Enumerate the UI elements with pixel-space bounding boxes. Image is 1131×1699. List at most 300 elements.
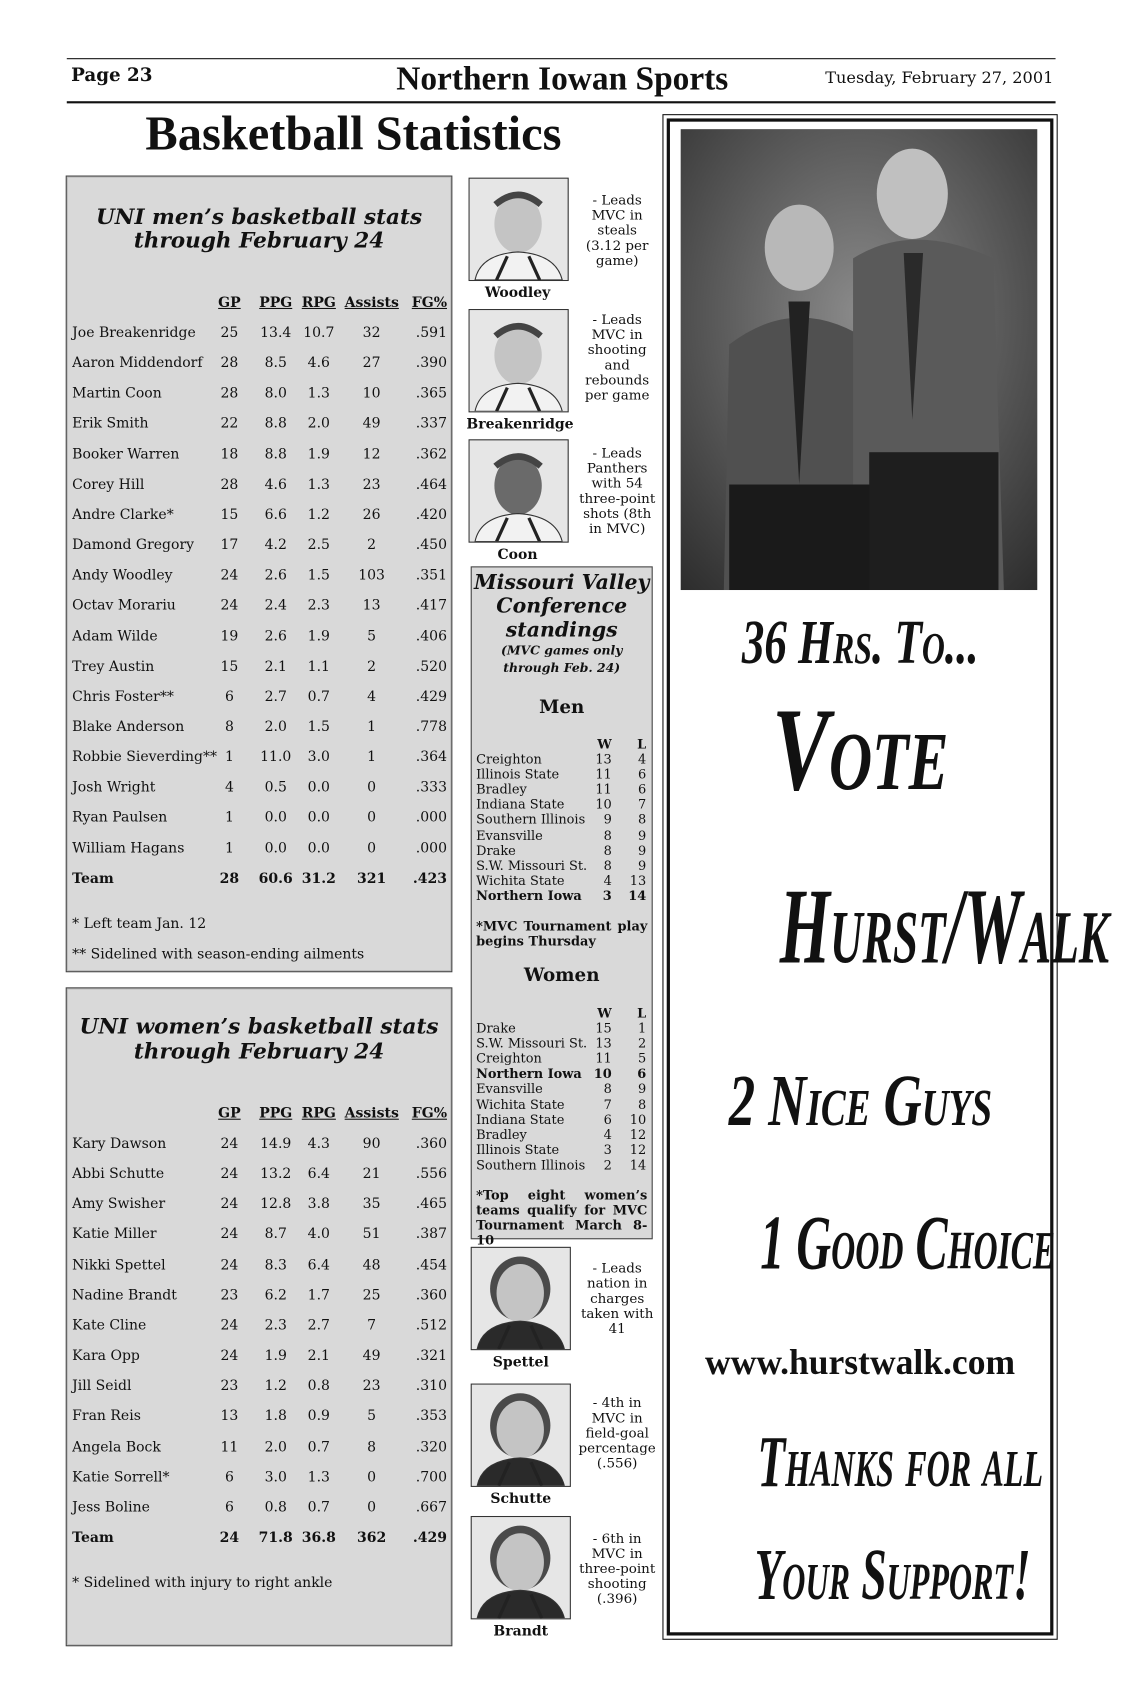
- standings-row: [476, 1021, 647, 1036]
- games-played: 24: [220, 567, 239, 584]
- rebounds-per-game: 1.9: [307, 446, 330, 463]
- ad-photo: [681, 129, 1038, 590]
- field-goal-pct: .390: [415, 355, 447, 372]
- standings-row: [476, 797, 647, 812]
- field-goal-pct: .387: [415, 1226, 447, 1243]
- player-note: - Leads nation in charges taken with 41: [580, 1259, 654, 1337]
- team-name: S.W. Missouri St.: [476, 857, 588, 873]
- ad-line-candidates: [670, 865, 1110, 989]
- points-per-game: 6.6: [264, 507, 287, 524]
- field-goal-pct: .417: [415, 597, 447, 615]
- rebounds-per-game: 1.1: [307, 658, 330, 675]
- games-played: 24: [220, 597, 239, 615]
- team-name: Illinois State: [476, 766, 560, 782]
- table-row: [67, 446, 452, 468]
- ad-line-vote: [670, 682, 1050, 819]
- player-name: Katie Miller: [72, 1226, 157, 1243]
- standings-row: [476, 1112, 647, 1127]
- losses: 7: [638, 797, 647, 813]
- points-per-game: 8.7: [264, 1226, 287, 1243]
- points-per-game: 0.8: [264, 1499, 287, 1516]
- standings-row: [476, 1127, 647, 1142]
- losses: 9: [638, 842, 647, 858]
- table-row: [67, 1318, 452, 1340]
- losses: 6: [638, 766, 647, 782]
- rebounds-per-game: 36.8: [301, 1529, 336, 1547]
- player-name: Booker Warren: [72, 446, 180, 463]
- field-goal-pct: .364: [415, 749, 447, 766]
- team-name: Bradley: [476, 1126, 527, 1143]
- player-name: Amy Swisher: [72, 1196, 166, 1213]
- field-goal-pct: .420: [415, 507, 447, 524]
- rebounds-per-game: 3.0: [307, 749, 330, 766]
- table-row: [67, 537, 452, 559]
- table-header-row: [67, 295, 452, 317]
- player-caption: Spettel: [492, 1354, 549, 1371]
- losses-label: L: [637, 1005, 647, 1021]
- player-name: Katie Sorrell*: [72, 1469, 170, 1486]
- table-row: [67, 810, 452, 832]
- assists: 5: [367, 1408, 377, 1425]
- standings-row: [476, 812, 647, 827]
- games-played: 24: [220, 1257, 239, 1274]
- standings-row: [476, 767, 647, 782]
- points-per-game: 8.8: [264, 446, 287, 463]
- games-played: 17: [220, 537, 239, 554]
- games-played: 6: [224, 688, 234, 706]
- issue-date: Tuesday, February 27, 2001: [825, 67, 1054, 88]
- player-caption: Schutte: [490, 1491, 552, 1508]
- assists: 90: [362, 1135, 381, 1153]
- footnote: * Left team Jan. 12: [72, 916, 207, 933]
- losses: 8: [638, 812, 647, 828]
- ad-text: 36 Hrs. To...: [741, 607, 979, 678]
- field-goal-pct: .667: [415, 1499, 447, 1516]
- games-played: 28: [220, 385, 239, 402]
- men-stats-title: UNI men’s basketball stats: [95, 203, 423, 230]
- team-name: Drake: [476, 1020, 516, 1036]
- losses: 2: [638, 1035, 647, 1051]
- rebounds-per-game: 0.0: [307, 840, 330, 857]
- assists: 35: [362, 1196, 381, 1213]
- player-note: - Leads MVC in steals (3.12 per game): [585, 191, 649, 269]
- assists: 1: [367, 749, 377, 766]
- women-standings-heading: Women: [523, 964, 600, 987]
- points-per-game: 13.2: [260, 1166, 292, 1183]
- rebounds-per-game: 1.5: [307, 567, 330, 584]
- games-played: 1: [224, 749, 234, 766]
- rebounds-per-game: 0.7: [307, 1439, 330, 1456]
- assists: 0: [367, 840, 377, 857]
- player-name: Fran Reis: [72, 1408, 141, 1425]
- wins: 11: [595, 781, 612, 797]
- women-stats-title: UNI women’s basketball stats: [79, 1013, 439, 1040]
- wins: 15: [595, 1020, 612, 1036]
- rebounds-per-game: 2.3: [307, 597, 330, 615]
- assists: 2: [367, 537, 377, 554]
- rebounds-per-game: 2.7: [307, 1317, 330, 1334]
- player-caption: Coon: [497, 546, 538, 564]
- rebounds-per-game: 0.9: [307, 1408, 330, 1425]
- player-caption: Woodley: [484, 285, 551, 302]
- team-total-row: [67, 871, 452, 893]
- points-per-game: 0.0: [264, 840, 287, 857]
- hurst-walk-ad: [667, 118, 1110, 1635]
- table-row: [67, 1257, 452, 1279]
- ad-text: 1 Good Choice: [760, 1199, 1056, 1286]
- team-name: Evansville: [476, 827, 543, 843]
- points-per-game: 6.2: [264, 1287, 287, 1304]
- losses: 8: [638, 1096, 647, 1112]
- assists: 12: [362, 446, 381, 463]
- field-goal-pct: .454: [415, 1257, 447, 1274]
- rebounds-per-game: 1.3: [307, 476, 330, 493]
- assists: 1: [367, 719, 377, 736]
- men-stats-subtitle: through February 24: [133, 227, 385, 254]
- ad-text: Thanks for all: [757, 1420, 1044, 1502]
- table-row: [67, 1348, 452, 1370]
- table-row: [67, 1469, 452, 1491]
- standings-row: [476, 1142, 647, 1157]
- games-played: 13: [220, 1408, 239, 1425]
- assists: 7: [367, 1317, 377, 1334]
- player-name: Ryan Paulsen: [72, 810, 168, 827]
- standings-subtitle-1: (MVC games only: [500, 642, 623, 658]
- games-played: 24: [220, 1166, 239, 1183]
- field-goal-pct: .520: [415, 658, 447, 675]
- rebounds-per-game: 31.2: [301, 870, 336, 887]
- assists: 27: [362, 355, 381, 372]
- field-goal-pct: .337: [415, 416, 447, 433]
- player-name: Robbie Sieverding**: [72, 749, 217, 766]
- player-name: Trey Austin: [72, 658, 155, 675]
- team-name: Northern Iowa: [476, 1066, 582, 1082]
- assists: 23: [362, 1378, 381, 1395]
- table-row: [67, 325, 452, 347]
- rebounds-per-game: 2.1: [307, 1348, 330, 1365]
- assists: 26: [362, 507, 381, 524]
- points-per-game: 8.0: [264, 385, 287, 402]
- games-played: 1: [224, 810, 234, 827]
- losses: 9: [638, 857, 647, 873]
- rebounds-per-game: 1.3: [307, 1469, 330, 1486]
- rebounds-per-game: 1.3: [307, 385, 330, 402]
- field-goal-pct: .000: [415, 810, 447, 827]
- player-name: Damond Gregory: [72, 537, 195, 554]
- player-name: William Hagans: [72, 840, 185, 857]
- table-row: [67, 840, 452, 862]
- losses: 5: [638, 1051, 647, 1067]
- rebounds-per-game: 10.7: [303, 325, 335, 342]
- assists: 10: [362, 385, 381, 402]
- team-name: Indiana State: [476, 1111, 565, 1127]
- player-name: Abbi Schutte: [72, 1166, 165, 1183]
- assists: 321: [356, 870, 387, 887]
- table-row: [67, 1409, 452, 1431]
- player-photo: [469, 309, 569, 412]
- ad-line-nice-guys: [670, 1058, 1050, 1143]
- field-goal-pct: .310: [415, 1378, 447, 1395]
- games-played: 11: [220, 1439, 239, 1456]
- player-name: Kary Dawson: [72, 1135, 167, 1153]
- games-played: 6: [224, 1469, 234, 1486]
- games-played: 28: [220, 355, 239, 372]
- games-played: 19: [220, 628, 239, 645]
- assists: 362: [356, 1529, 387, 1547]
- assists: 23: [362, 476, 381, 493]
- games-played: 1: [224, 840, 234, 857]
- losses: 12: [629, 1142, 647, 1158]
- field-goal-pct: .362: [415, 446, 447, 463]
- rebounds-per-game: 0.7: [307, 1499, 330, 1516]
- rebounds-per-game: 3.8: [307, 1196, 330, 1213]
- field-goal-pct: .000: [415, 840, 447, 857]
- ad-text: Hurst/Walk: [779, 866, 1110, 987]
- games-played: 4: [224, 779, 234, 796]
- games-played: 6: [224, 1499, 234, 1516]
- player-note: - 4th in MVC in field-goal percentage (.556): [578, 1394, 656, 1471]
- points-per-game: PPG: [259, 295, 293, 312]
- points-per-game: 2.0: [264, 719, 287, 736]
- player-name: Andre Clarke*: [72, 507, 174, 524]
- field-goal-pct: .778: [415, 719, 447, 736]
- player-name: Team: [72, 1529, 114, 1547]
- table-row: [67, 1287, 452, 1309]
- games-played: GP: [218, 1105, 241, 1122]
- points-per-game: PPG: [259, 1105, 293, 1122]
- ad-line-thanks: [670, 1419, 1050, 1504]
- losses: 10: [629, 1111, 647, 1127]
- table-row: [67, 507, 452, 529]
- assists: 49: [362, 416, 381, 433]
- games-played: 28: [219, 870, 240, 887]
- table-row: [67, 416, 452, 438]
- women-stats-subtitle: through February 24: [133, 1037, 385, 1064]
- assists: 0: [367, 810, 377, 827]
- team-name: Illinois State: [476, 1142, 560, 1158]
- rebounds-per-game: 2.0: [307, 416, 330, 433]
- page-number: Page 23: [71, 64, 153, 87]
- standings-header: [476, 736, 647, 751]
- player-note: - Leads MVC in shooting and rebounds per game: [584, 311, 650, 403]
- games-played: 24: [219, 1529, 240, 1547]
- games-played: 24: [220, 1317, 239, 1334]
- rebounds-per-game: 0.0: [307, 779, 330, 796]
- games-played: 24: [220, 1348, 239, 1365]
- table-row: [67, 659, 452, 681]
- table-row: [67, 598, 452, 620]
- points-per-game: 14.9: [260, 1135, 292, 1153]
- field-goal-pct: .591: [415, 325, 447, 342]
- assists: 5: [367, 628, 377, 645]
- player-name: Kate Cline: [72, 1317, 147, 1334]
- points-per-game: 1.9: [264, 1348, 287, 1365]
- player-name: Angela Bock: [72, 1439, 161, 1456]
- rebounds-per-game: 6.4: [307, 1257, 330, 1274]
- points-per-game: 0.5: [264, 779, 287, 796]
- wins: 10: [595, 797, 612, 813]
- rebounds-per-game: 6.4: [307, 1166, 330, 1183]
- headline: Basketball Statistics: [145, 106, 562, 161]
- losses: 9: [638, 827, 647, 843]
- standings-row: [476, 858, 647, 873]
- standings-row: [476, 827, 647, 842]
- field-goal-pct: .360: [415, 1287, 447, 1304]
- games-played: 18: [220, 446, 239, 463]
- player-note: - Leads Panthers with 54 three-point shots (8th in MVC): [579, 444, 656, 537]
- mvc-standings-box: [471, 566, 653, 1248]
- assists: 4: [367, 688, 377, 706]
- losses: 9: [638, 1081, 647, 1097]
- player-photo: [471, 1247, 571, 1350]
- assists: 13: [362, 597, 381, 615]
- player-photo: [471, 1516, 571, 1619]
- assists: 103: [358, 567, 385, 584]
- standings-row: [476, 752, 647, 767]
- games-played: 15: [220, 507, 239, 524]
- table-row: [67, 1378, 452, 1400]
- rebounds-per-game: 4.3: [307, 1135, 330, 1153]
- field-goal-pct: .556: [415, 1166, 447, 1183]
- table-row: [67, 1136, 452, 1158]
- field-goal-pct: .423: [412, 870, 447, 887]
- rebounds-per-game: 2.5: [307, 537, 330, 554]
- assists: Assists: [344, 295, 399, 312]
- standings-row: [476, 1097, 647, 1112]
- losses: 6: [638, 781, 647, 797]
- player-name: Martin Coon: [72, 385, 162, 402]
- table-row: [67, 1439, 452, 1461]
- assists: 21: [362, 1166, 381, 1183]
- assists: 0: [367, 1499, 377, 1516]
- wins: 6: [603, 1111, 612, 1127]
- wins: 9: [603, 812, 612, 828]
- points-per-game: 2.7: [264, 688, 287, 706]
- points-per-game: 0.0: [264, 810, 287, 827]
- games-played: 8: [224, 719, 234, 736]
- assists: 8: [367, 1439, 377, 1456]
- team-name: Creighton: [476, 751, 542, 767]
- losses: 4: [638, 751, 647, 767]
- standings-title-1: Missouri Valley: [473, 570, 650, 595]
- team-name: Bradley: [476, 781, 527, 797]
- losses: 14: [628, 888, 647, 904]
- points-per-game: 2.3: [264, 1317, 287, 1334]
- standings-row: [476, 782, 647, 797]
- player-name: Kara Opp: [72, 1348, 140, 1365]
- field-goal-pct: .353: [415, 1408, 447, 1425]
- field-goal-pct: .333: [415, 779, 447, 796]
- standings-row: [476, 1036, 647, 1051]
- points-per-game: 3.0: [264, 1469, 287, 1486]
- ad-text: Your Support!: [754, 1533, 1031, 1616]
- ad-line-support: [670, 1532, 1050, 1617]
- player-name: Adam Wilde: [72, 628, 158, 645]
- player-name: Aaron Middendorf: [72, 355, 203, 372]
- losses: 1: [638, 1020, 647, 1036]
- points-per-game: 2.1: [264, 658, 287, 675]
- table-row: [67, 780, 452, 802]
- points-per-game: 8.8: [264, 416, 287, 433]
- wins: 8: [603, 1081, 612, 1097]
- table-row: [67, 386, 452, 408]
- team-name: Evansville: [476, 1081, 543, 1097]
- rebounds-per-game: RPG: [301, 295, 336, 312]
- team-name: Wichita State: [476, 872, 565, 889]
- points-per-game: 2.6: [264, 567, 287, 584]
- men-standings-note: *MVC Tournament play begins Thursday: [476, 918, 648, 949]
- table-row: [67, 477, 452, 499]
- table-row: [67, 1227, 452, 1249]
- table-row: [67, 1197, 452, 1219]
- field-goal-pct: FG%: [411, 295, 447, 312]
- paper-title: Northern Iowan Sports: [396, 59, 729, 97]
- wins: 13: [595, 751, 612, 767]
- losses-label: L: [637, 736, 647, 752]
- games-played: 28: [220, 476, 239, 493]
- standings-row: [476, 843, 647, 858]
- men-standings-heading: Men: [539, 696, 585, 719]
- player-note: - 6th in MVC in three-point shooting (.396): [579, 1529, 656, 1607]
- player-name: Joe Breakenridge: [72, 325, 196, 342]
- points-per-game: 13.4: [260, 325, 292, 342]
- points-per-game: 1.2: [264, 1378, 287, 1395]
- ad-text: 2 Nice Guys: [728, 1059, 992, 1142]
- standings-row: [476, 1066, 647, 1081]
- table-row: [67, 719, 452, 741]
- points-per-game: 2.6: [264, 628, 287, 645]
- assists: 25: [362, 1287, 381, 1304]
- points-per-game: 12.8: [260, 1196, 292, 1213]
- player-name: Erik Smith: [72, 416, 149, 433]
- games-played: 23: [220, 1287, 239, 1304]
- player-caption: Brandt: [493, 1623, 549, 1640]
- table-row: [67, 749, 452, 771]
- rebounds-per-game: 1.9: [307, 628, 330, 645]
- footnote: ** Sidelined with season-ending ailments: [72, 946, 365, 963]
- standings-row: [476, 873, 647, 888]
- player-photo: [469, 178, 569, 281]
- rebounds-per-game: 1.5: [307, 719, 330, 736]
- points-per-game: 2.4: [264, 597, 287, 615]
- women-stats-box: [66, 987, 453, 1646]
- points-per-game: 8.3: [264, 1257, 287, 1274]
- ad-website-link[interactable]: www.hurstwalk.com: [705, 1343, 1016, 1383]
- games-played: 22: [220, 416, 239, 433]
- player-name: Jess Boline: [72, 1499, 150, 1516]
- rebounds-per-game: 1.2: [307, 507, 330, 524]
- points-per-game: 11.0: [260, 749, 292, 766]
- team-name: Wichita State: [476, 1096, 565, 1112]
- wins: 7: [603, 1096, 612, 1112]
- points-per-game: 2.0: [264, 1439, 287, 1456]
- team-name: Indiana State: [476, 797, 565, 813]
- field-goal-pct: .429: [412, 1529, 447, 1547]
- player-caption: Breakenridge: [466, 416, 574, 433]
- player-name: Nikki Spettel: [72, 1257, 166, 1274]
- points-per-game: 4.6: [264, 476, 287, 493]
- team-name: Northern Iowa: [476, 888, 582, 904]
- field-goal-pct: .464: [415, 476, 447, 493]
- field-goal-pct: .429: [415, 688, 447, 706]
- standings-title-3: standings: [505, 618, 618, 642]
- points-per-game: 8.5: [264, 355, 287, 372]
- ad-line-good-choice: [670, 1198, 1056, 1287]
- standings-row: [476, 1157, 647, 1172]
- field-goal-pct: .320: [415, 1439, 447, 1456]
- losses: 13: [629, 872, 647, 889]
- points-per-game: 60.6: [258, 870, 293, 887]
